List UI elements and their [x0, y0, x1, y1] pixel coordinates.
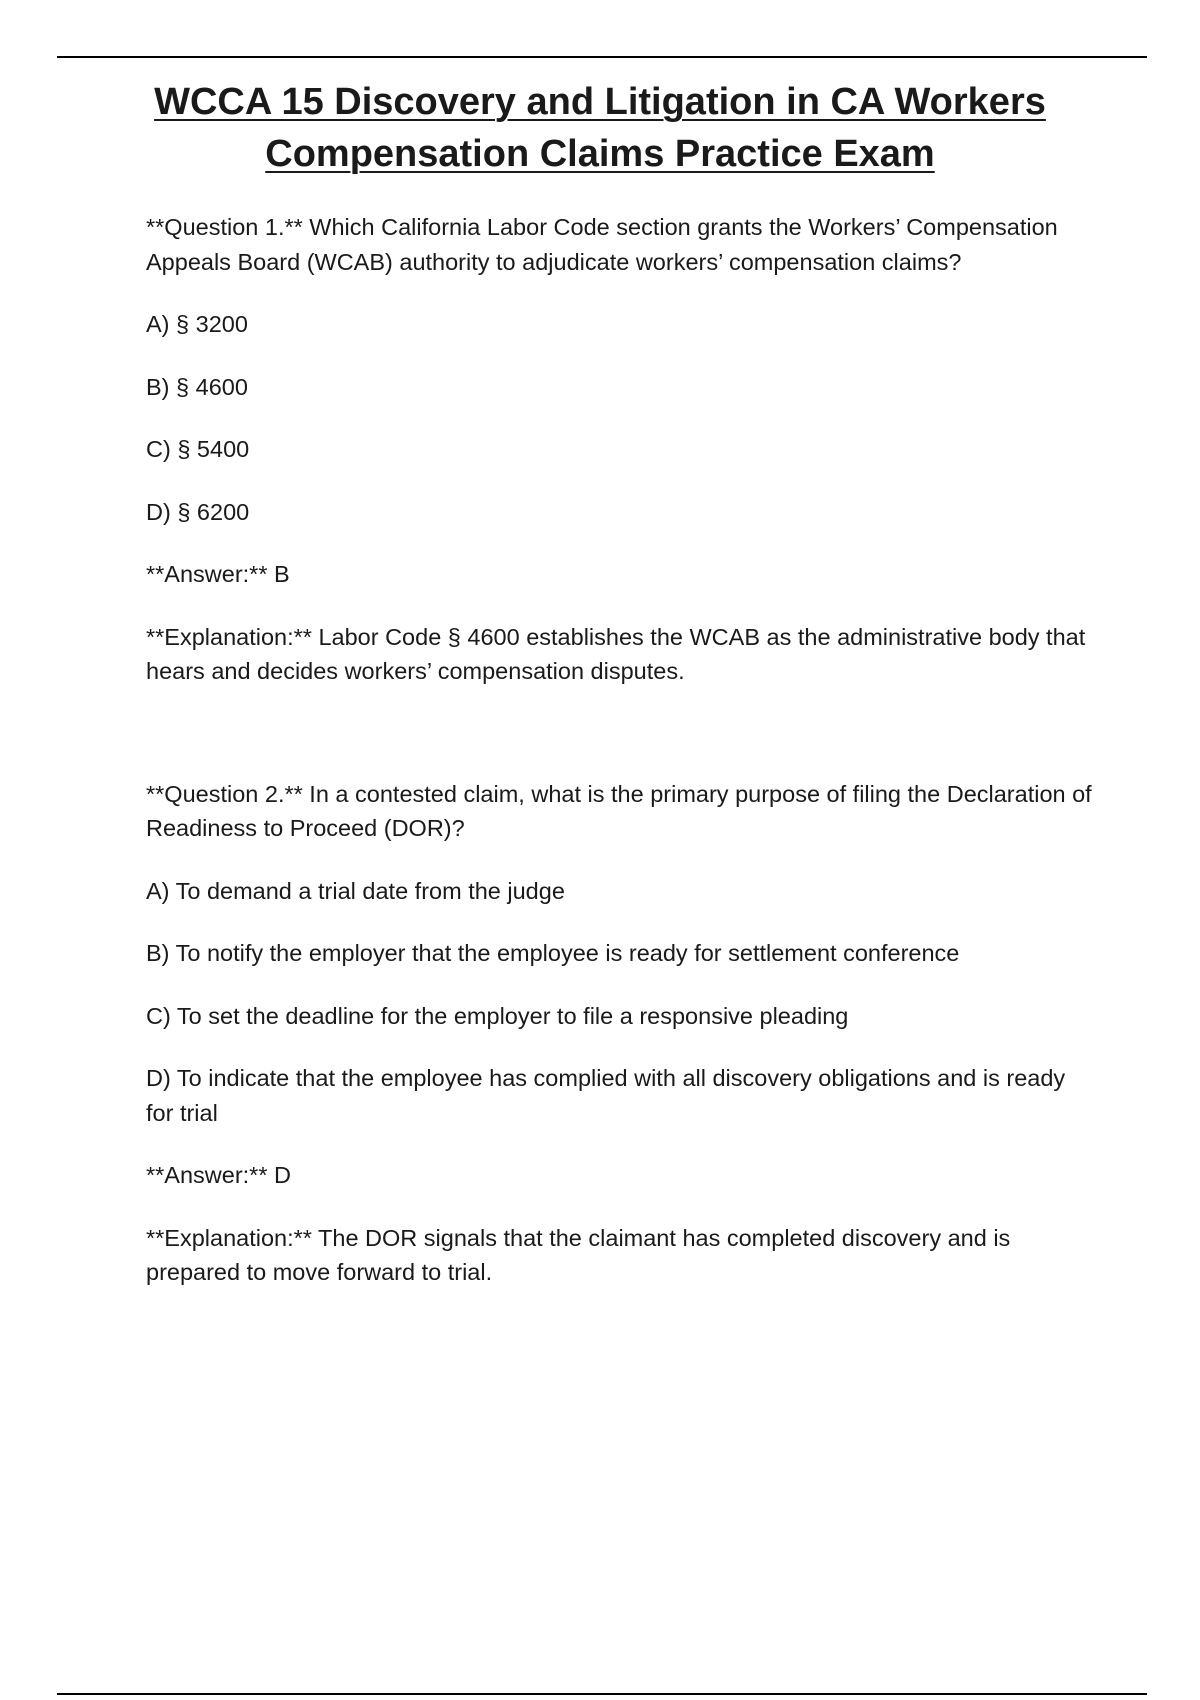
question-1-block [146, 210, 1096, 689]
bottom-rule [57, 1693, 1147, 1695]
question-2-explanation: **Explanation:** The DOR signals that the claimant has completed discovery and is prepared to move forward to trial. [146, 1224, 1011, 1285]
question-1-explanation: **Explanation:** Labor Code § 4600 establishes the WCAB as the administrative body that hears and decides workers’ compensation disputes. [146, 623, 1086, 684]
question-2-text: **Question 2.** In a contested claim, what is the primary purpose of filing the Declaration of Readiness to Proceed (DOR)? [146, 780, 1092, 841]
title-line-1: WCCA 15 Discovery and Litigation in CA Workers [154, 81, 1046, 123]
question-2-option-c: C) To set the deadline for the employer to file a responsive pleading [146, 1002, 849, 1029]
question-1-text: **Question 1.** Which California Labor Code section grants the Workers’ Compensation Appeals Board (WCAB) authority to adjudicate workers’ compensation claims? [146, 214, 1058, 275]
question-2-option-d: D) To indicate that the employee has complied with all discovery obligations and is ready for trial [146, 1065, 1066, 1126]
question-1-answer: **Answer:** B [146, 561, 290, 587]
exam-content [146, 210, 1096, 1318]
question-2-answer: **Answer:** D [146, 1162, 291, 1188]
question-2-block [146, 777, 1096, 1290]
document-title [100, 76, 1100, 180]
question-1-option-b: B) § 4600 [146, 373, 248, 400]
question-2-option-a: A) To demand a trial date from the judge [146, 877, 565, 904]
question-1-option-a: A) § 3200 [146, 311, 248, 337]
title-line-2: Compensation Claims Practice Exam [265, 133, 935, 175]
question-1-option-c: C) § 5400 [146, 436, 250, 462]
question-1-option-d: D) § 6200 [146, 498, 250, 525]
question-2-option-b: B) To notify the employer that the employee is ready for settlement conference [146, 940, 960, 966]
top-rule [57, 56, 1147, 58]
